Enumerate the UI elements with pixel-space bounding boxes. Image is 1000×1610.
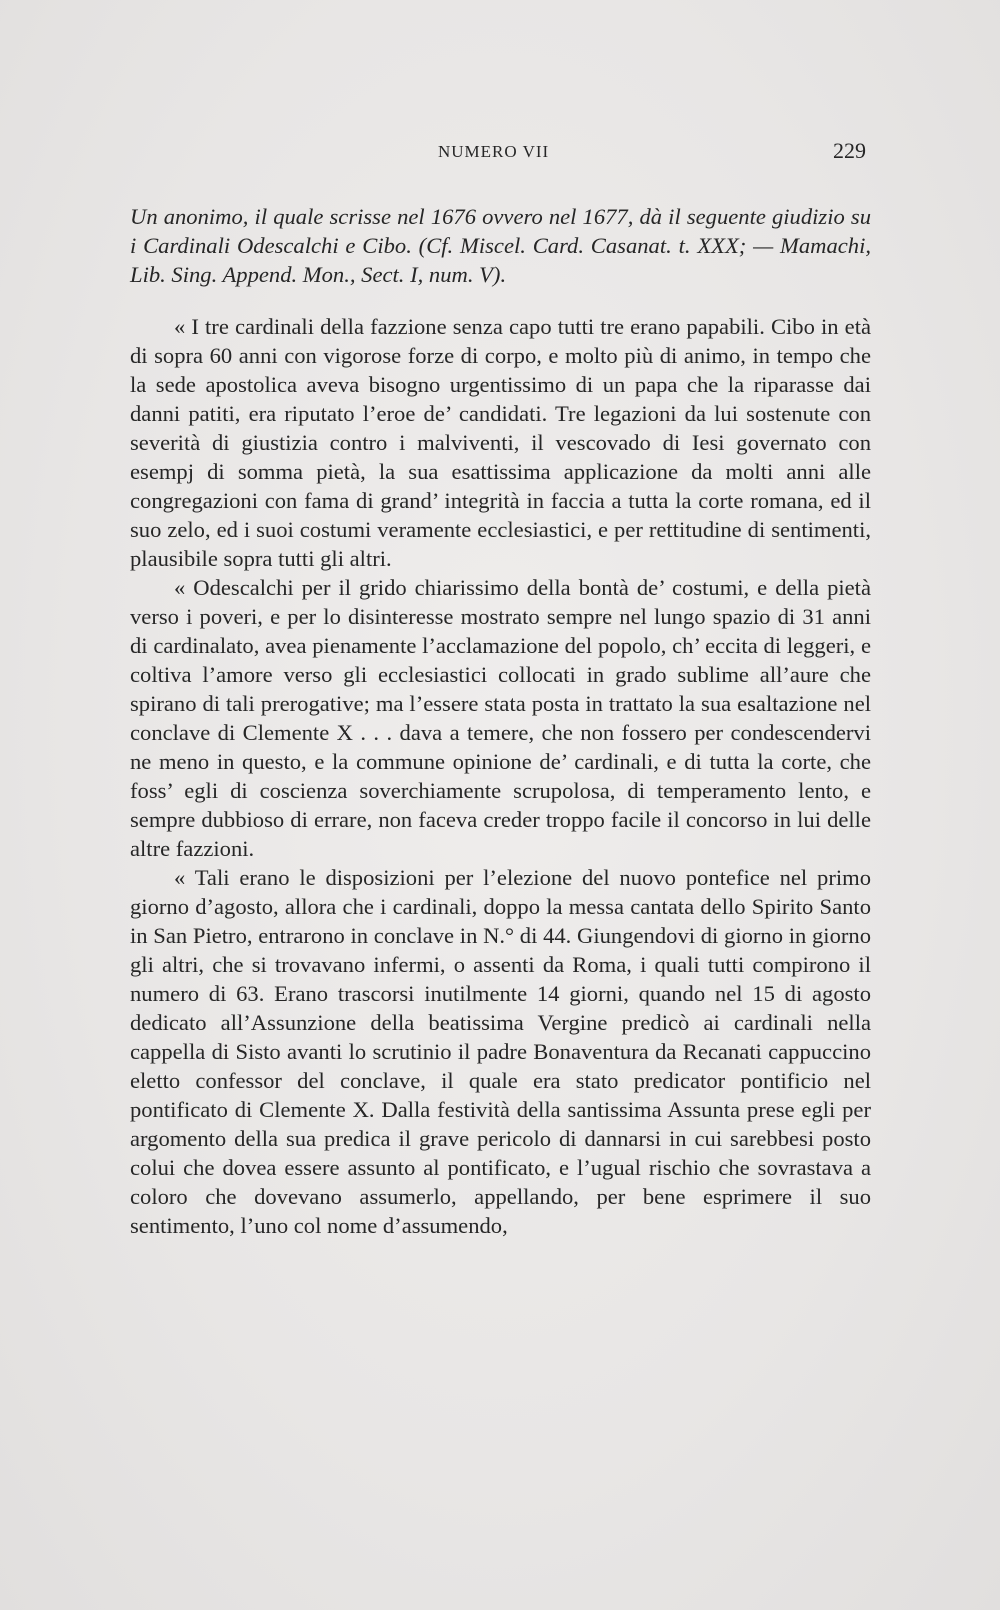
page-number: 229 <box>833 138 866 163</box>
paragraph: « I tre cardinali della fazzione senza capo tutti tre erano papabili. Cibo in età di sopra 60 anni con vigorose forze di corpo, e molto più di animo, in tempo che la sede apostolica aveva bisogno urgentissimo di un papa che la riparasse dai danni patiti, era riputato l’eroe de’ candidati. Tre legazioni da lui sostenute con severità di giustizia contro i malviventi, il vescovado di Iesi governato con esempj di somma pietà, la sua esattissima applicazione da molti anni alle congregazioni con fama di grand’ integrità in faccia a tutta la corte romana, ed il suo zelo, ed i suoi costumi veramente ecclesiastici, e per rettitudine di sentimenti, plausibile sopra tutti gli altri. <box>130 314 871 571</box>
page-header <box>130 138 870 168</box>
intro-paragraph: Un anonimo, il quale scrisse nel 1676 ovvero nel 1677, dà il seguente giudizio su i Cardinali Odescalchi e Cibo. (Cf. Miscel. Card. Casanat. t. XXX; — Mamachi, Lib. Sing. Append. Mon., Sect. I, num. V). <box>130 204 871 287</box>
body-text <box>130 202 871 1240</box>
paragraph: « Odescalchi per il grido chiarissimo della bontà de’ costumi, e della pietà verso i poveri, e per lo disinteresse mostrato sempre nel lungo spazio di 31 anni di cardinalato, avea pienamente l’acclamazione del popolo, ch’ eccita di leggeri, e coltiva l’amore verso gli ecclesiastici collocati in grado sublime all’aure che spirano di tali prerogative; ma l’essere stata posta in trattato la sua esaltazione nel conclave di Clemente X . . . dava a temere, che non fossero per condescendervi ne meno in questo, e la commune opinione de’ cardinali, e di tutta la corte, che foss’ egli di coscienza soverchiamente scrupolosa, di temperamento lento, e sempre dubbioso di errare, non faceva creder troppo facile il concorso in lui delle altre fazzioni. <box>130 575 871 861</box>
paragraph: « Tali erano le disposizioni per l’elezione del nuovo pontefice nel primo giorno d’agosto, allora che i cardinali, doppo la messa cantata dello Spirito Santo in San Pietro, entrarono in conclave in N.° di 44. Giungendovi di giorno in giorno gli altri, che si trovavano infermi, o assenti da Roma, i quali tutti compirono il numero di 63. Erano trascorsi inutilmente 14 giorni, quando nel 15 di agosto dedicato all’Assunzione della beatissima Vergine predicò ai cardinali nella cappella di Sisto avanti lo scrutinio il padre Bonaventura da Recanati cappuccino eletto confessor del conclave, il quale era stato predicator pontificio nel pontificato di Clemente X. Dalla festività della santissima Assunta prese egli per argomento della sua predica il grave pericolo di dannarsi in cui sarebbesi posto colui che dovea essere assunto al pontificato, e l’ugual rischio che sovrastava a coloro che dovevano assumerlo, appellando, per bene esprimere il suo sentimento, l’uno col nome d’assumendo, <box>130 865 871 1238</box>
running-title: NUMERO VII <box>438 142 550 161</box>
